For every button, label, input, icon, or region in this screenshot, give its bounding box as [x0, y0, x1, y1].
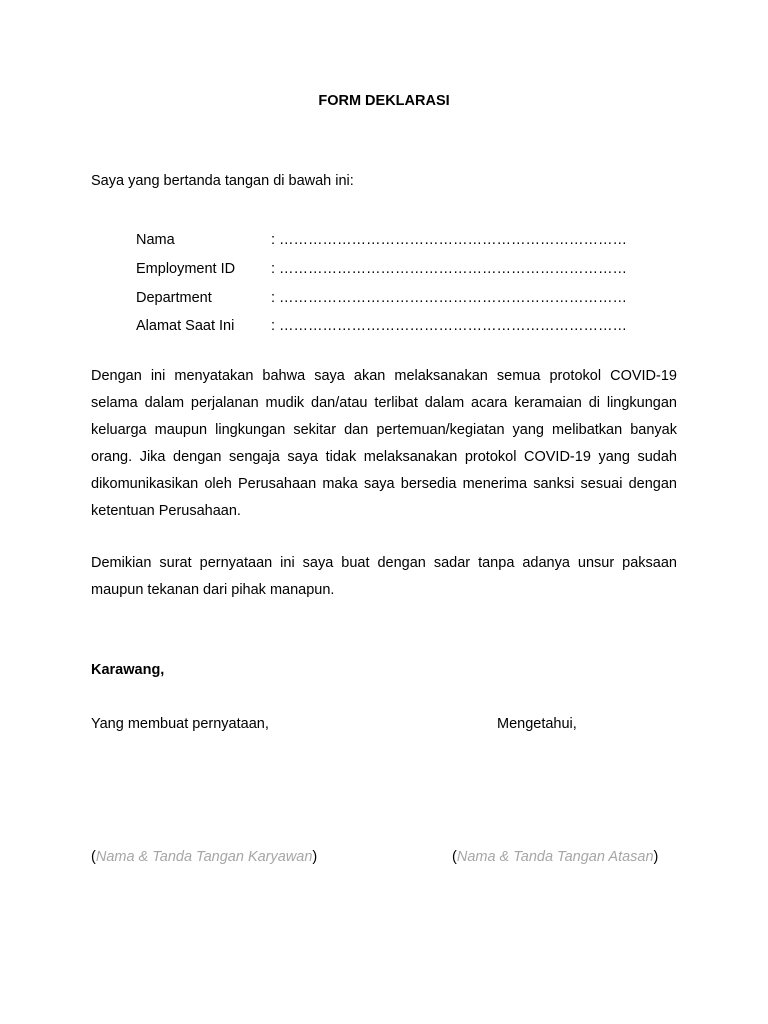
closing-paragraph: Demikian surat pernyataan ini saya buat dengan sadar tanpa adanya unsur paksaan maupun tekanan dari pihak manapun.: [91, 555, 677, 598]
signer-heading: Yang membuat pernyataan,: [91, 716, 269, 732]
field-row-nama: [136, 226, 676, 255]
field-label-department: Department: [136, 289, 212, 306]
open-paren: (: [91, 849, 96, 865]
field-label-employment-id: Employment ID: [136, 261, 236, 278]
field-row-alamat: [136, 312, 676, 341]
field-label-alamat: Alamat Saat Ini: [136, 318, 235, 335]
open-paren: (: [452, 849, 457, 865]
field-value-department: : ………………………………………………………………: [271, 289, 628, 306]
field-value-employment-id: : ………………………………………………………………: [271, 261, 628, 278]
field-label-nama: Nama: [136, 232, 175, 249]
intro-text: Saya yang bertanda tangan di bawah ini:: [91, 173, 354, 189]
field-value-alamat: : ………………………………………………………………: [271, 318, 628, 335]
employee-signature-line: [91, 849, 317, 865]
field-row-department: [136, 283, 676, 312]
approver-heading: Mengetahui,: [497, 716, 577, 732]
page-title: FORM DEKLARASI: [318, 93, 450, 109]
supervisor-signature-line: [452, 849, 658, 865]
declaration-fields: [136, 226, 676, 341]
employee-signature-placeholder: Nama & Tanda Tangan Karyawan: [95, 849, 313, 865]
field-row-employment-id: [136, 255, 676, 284]
place-label: Karawang,: [91, 662, 165, 678]
close-paren: ): [653, 849, 659, 865]
field-value-nama: : ………………………………………………………………: [271, 232, 628, 249]
close-paren: ): [312, 849, 318, 865]
supervisor-signature-placeholder: Nama & Tanda Tangan Atasan: [456, 849, 654, 865]
statement-paragraph: Dengan ini menyatakan bahwa saya akan melaksanakan semua protokol COVID-19 selama dalam perjalanan mudik dan/atau terlibat dalam acara keramaian di lingkungan keluarga maupun lingkungan sekitar dan pertemuan/kegiatan yang melibatkan banyak orang. Jika dengan sengaja saya tidak melaksanakan protokol COVID-19 yang sudah dikomunikasikan oleh Perusahaan maka saya bersedia menerima sanksi sesuai dengan ketentuan Perusahaan.: [91, 368, 677, 519]
